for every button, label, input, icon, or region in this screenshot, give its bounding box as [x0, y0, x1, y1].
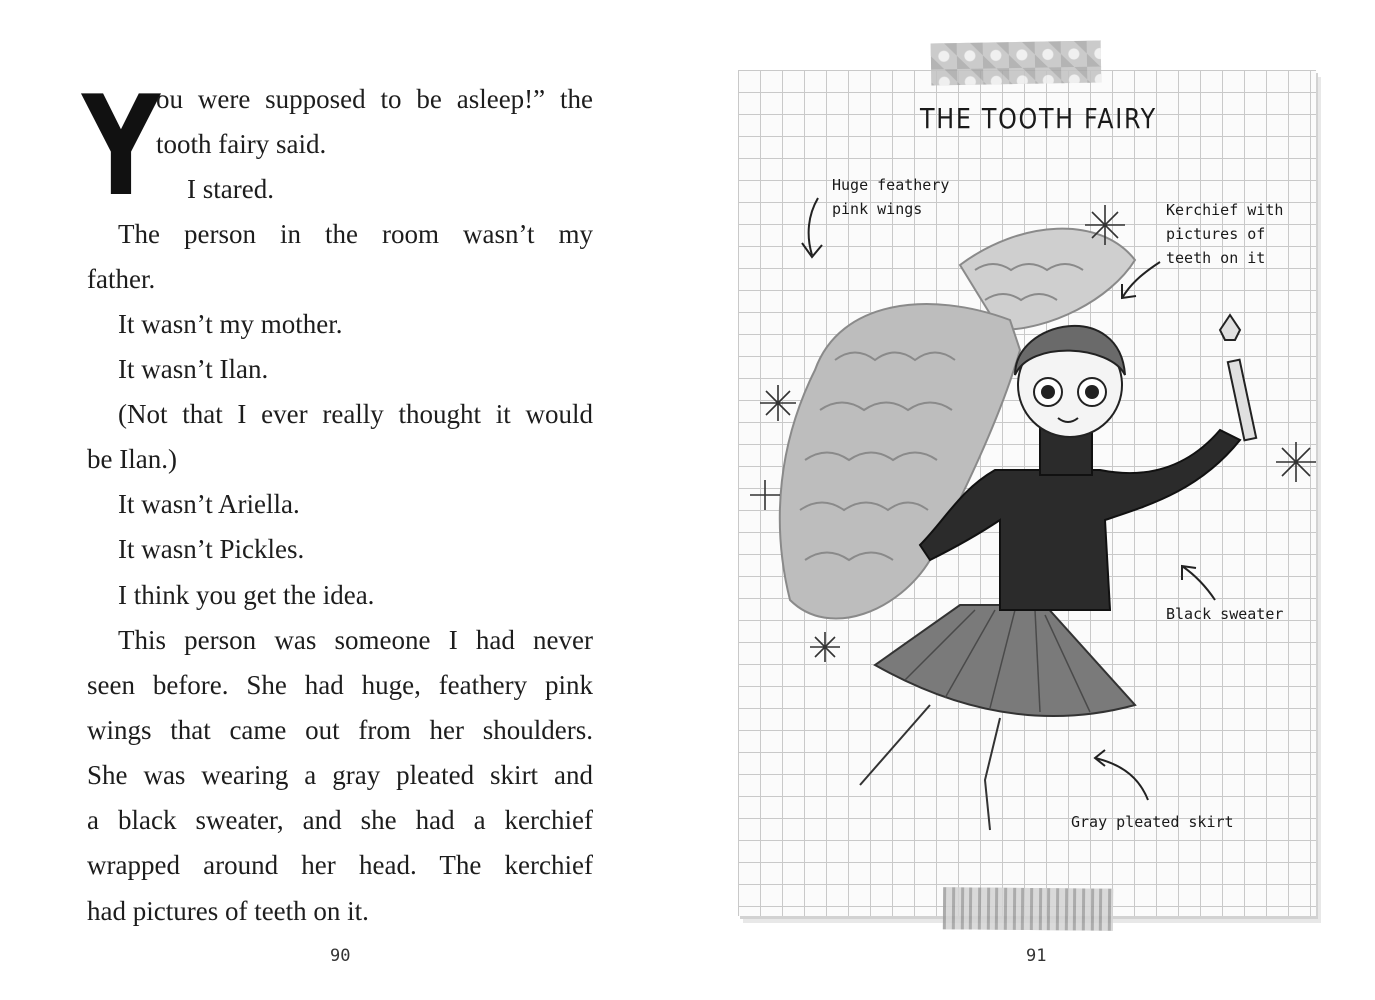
text-line: It wasn’t Ariella. — [118, 489, 300, 519]
text-line: I think you get the idea. — [118, 580, 375, 610]
illustration-title: THE TOOTH FAIRY — [920, 102, 1157, 135]
text-line: It wasn’t Ilan. — [118, 354, 269, 384]
text-line: a black sweater, and she had a kerchief — [87, 805, 593, 835]
text-line: I stared. — [187, 174, 274, 204]
label-wings-line1: Huge feathery — [832, 176, 950, 194]
label-kerchief-line2: pictures of — [1166, 225, 1266, 243]
label-sweater: Black sweater — [1166, 605, 1284, 623]
legs-drawing — [860, 705, 1000, 830]
page-number-left: 90 — [330, 946, 351, 966]
text-line: The person in the room wasn’t my — [118, 219, 593, 249]
label-kerchief-line3: teeth on it — [1166, 249, 1266, 267]
text-line: tooth fairy said. — [156, 129, 327, 159]
drop-cap: Y — [82, 66, 160, 227]
text-line: It wasn’t Pickles. — [118, 534, 305, 564]
text-line: It wasn’t my mother. — [118, 309, 343, 339]
text-line: had pictures of teeth on it. — [87, 896, 369, 926]
text-line: be Ilan.) — [87, 444, 177, 474]
label-kerchief-line1: Kerchief with — [1166, 201, 1284, 219]
text-line: This person was someone I had never — [118, 625, 593, 655]
text-line: (Not that I ever really thought it would — [118, 399, 593, 429]
skirt-drawing — [875, 605, 1135, 716]
text-line: seen before. She had huge, feathery pink — [87, 670, 593, 700]
page-number-right: 91 — [1026, 946, 1047, 966]
wand-drawing — [1220, 315, 1256, 440]
text-line: wrapped around her head. The kerchief — [87, 850, 593, 880]
text-line: ou were supposed to be asleep!” the — [156, 84, 593, 114]
text-line: She was wearing a gray pleated skirt and — [87, 760, 593, 790]
label-wings-line2: pink wings — [832, 200, 923, 218]
text-line: father. — [87, 264, 156, 294]
label-skirt: Gray pleated skirt — [1071, 813, 1234, 831]
text-line: wings that came out from her shoulders. — [87, 715, 593, 745]
